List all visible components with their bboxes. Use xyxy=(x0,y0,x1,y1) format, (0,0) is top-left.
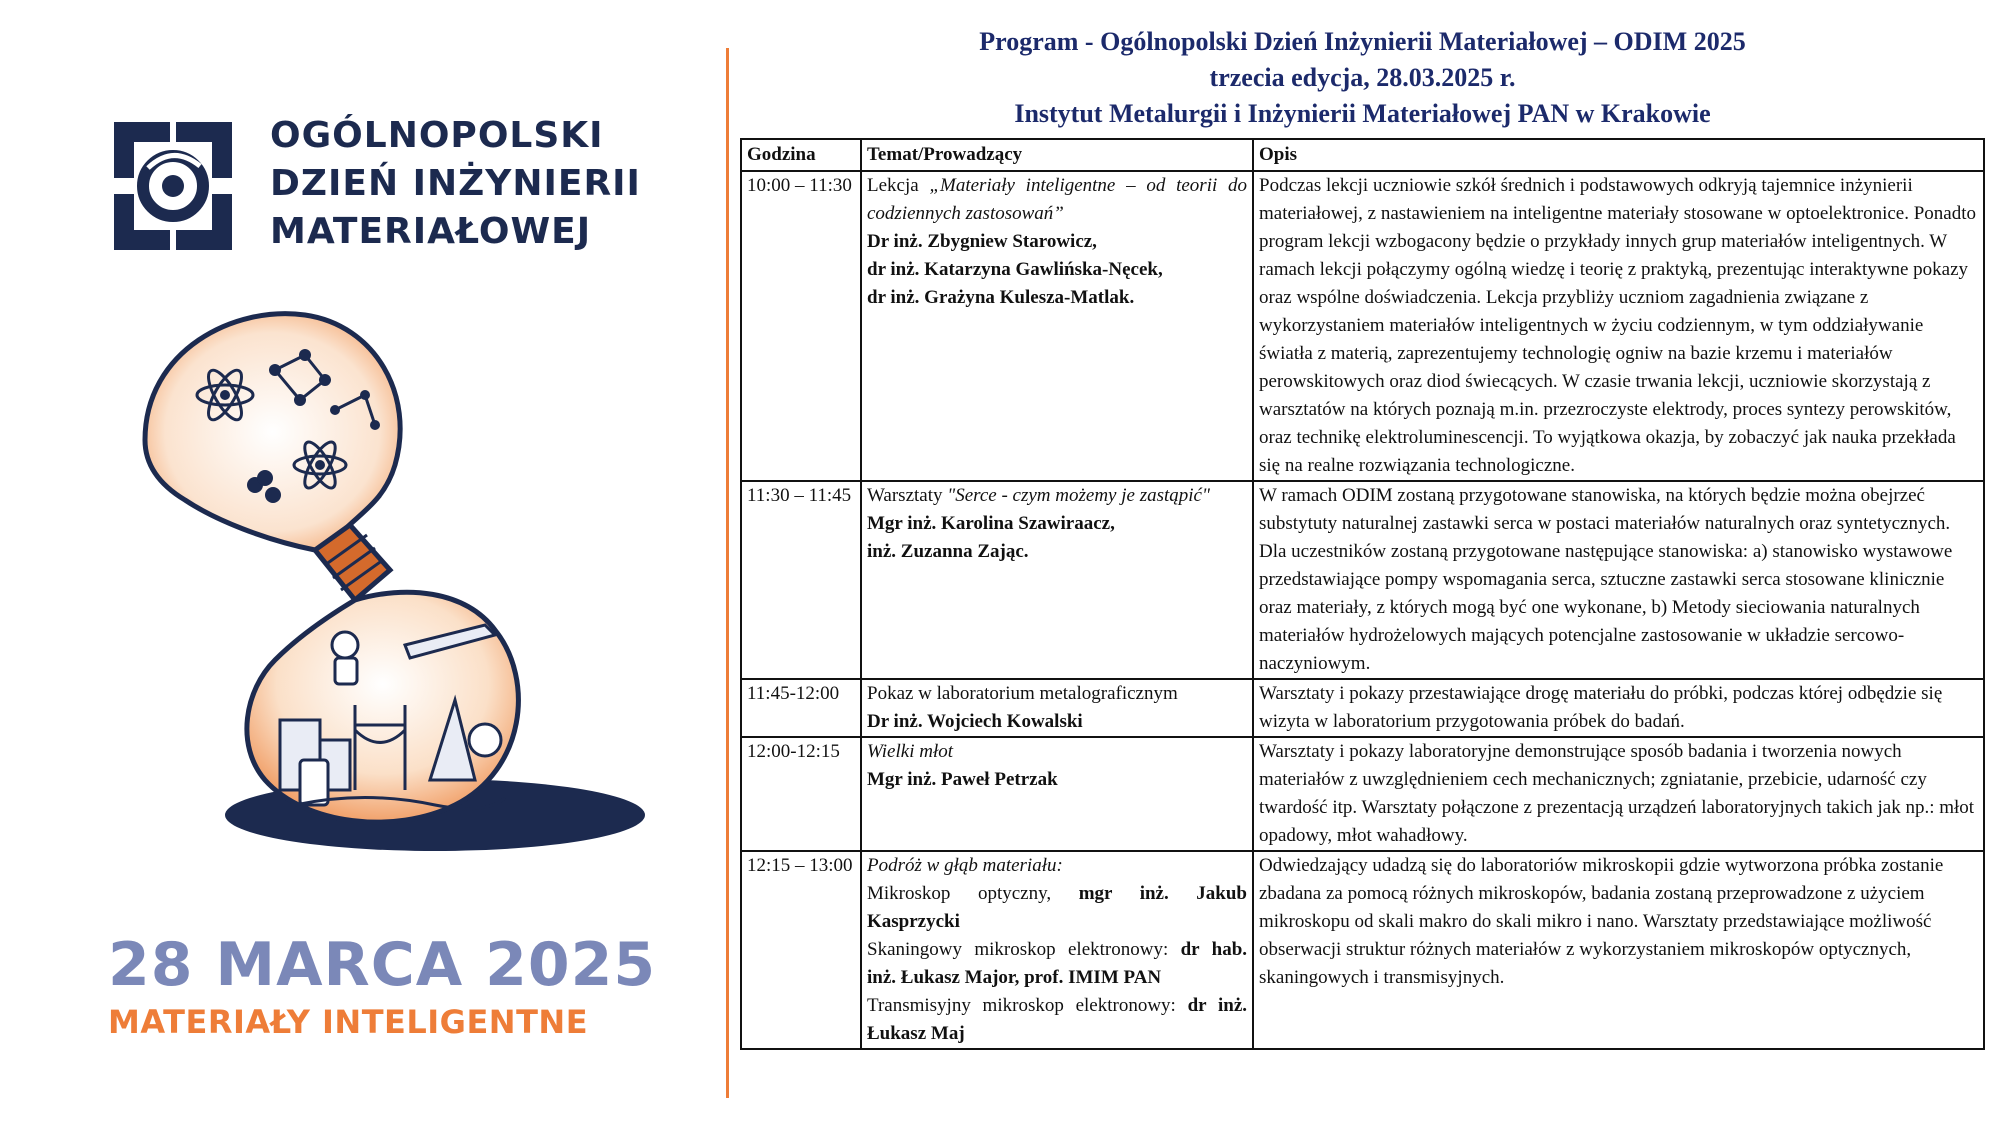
program-title: Program - Ogólnopolski Dzień Inżynierii Materiałowej – ODIM 2025 xyxy=(979,27,1746,56)
presenter: Mgr inż. Paweł Petrzak xyxy=(867,769,1058,790)
topic-prefix: Warsztaty xyxy=(867,485,948,506)
microscope-item xyxy=(867,880,1247,936)
topic-title: Wielki młot xyxy=(867,741,954,762)
topic-line: Pokaz w laboratorium metalograficznym xyxy=(867,683,1178,704)
presenter: Mgr inż. Karolina Szawiraacz, xyxy=(867,513,1115,534)
row-topic xyxy=(861,851,1253,1049)
topic-title: Podróż w głąb materiału: xyxy=(867,855,1063,876)
row-topic xyxy=(861,481,1253,679)
presenter: Dr inż. Wojciech Kowalski xyxy=(867,711,1083,732)
orange-divider xyxy=(726,48,729,1098)
topic-title: "Serce - czym możemy je zastąpić" xyxy=(947,485,1210,506)
logo-line-2: DZIEŃ INŻYNIERII xyxy=(270,163,641,204)
table-row xyxy=(741,679,1984,737)
row-time: 12:15 – 13:00 xyxy=(741,851,861,1049)
row-description: Warsztaty i pokazy przestawiające drogę materiału do próbki, podczas której odbędzie się wizyta w laboratorium przygotowania próbek do badań. xyxy=(1253,679,1984,737)
col-header-time: Godzina xyxy=(741,139,861,171)
logo-wordmark xyxy=(270,112,641,256)
topic-prefix: Lekcja xyxy=(867,175,930,196)
poster-panel xyxy=(0,0,740,1134)
table-row xyxy=(741,851,1984,1049)
odim-logo xyxy=(108,112,768,262)
row-topic xyxy=(861,737,1253,851)
microscope-label: Transmisyjny mikroskop elektronowy: xyxy=(867,995,1188,1016)
presenter: mgr inż. Jakub Kasprzycki xyxy=(867,883,1247,932)
presenter: dr hab. inż. Łukasz Major, prof. IMIM PAN xyxy=(867,939,1248,988)
row-description: W ramach ODIM zostaną przygotowane stanowiska, na których będzie można obejrzeć substytuty naturalnej zastawki serca w postaci materiałów naturalnych oraz syntetycznych. Dla uczestników zostaną przygotowane następujące stanowiska: a) stanowisko wystawowe przedstawiające pompy wspomagania serca, sztuczne zastawki serca stosowane klinicznie oraz materiały, z których mogą być one wykonane, b) Metody sieciowania naturalnych materiałów hydrożelowych mających potencjalne zastosowanie w układzie sercowo-naczyniowym. xyxy=(1253,481,1984,679)
table-row xyxy=(741,481,1984,679)
presenter: dr inż. Katarzyna Gawlińska-Nęcek, xyxy=(867,259,1163,280)
topic-title: „Materiały inteligentne – od teorii do codziennych zastosowań” xyxy=(867,175,1247,224)
event-date: 28 MARCA 2025 xyxy=(108,930,657,1000)
presenter: inż. Zuzanna Zając. xyxy=(867,541,1029,562)
presenter: dr inż. Grażyna Kulesza-Matlak. xyxy=(867,287,1135,308)
row-description: Podczas lekcji uczniowie szkół średnich i podstawowych odkryją tajemnice inżynierii materiałowej, z nastawieniem na inteligentne materiały stosowane w optoelektronice. Ponadto program lekcji wzbogacony będzie o przykłady innych grup materiałów inteligentnych. W ramach lekcji połączymy ogólną wiedzę i teorię z praktyką, prezentując interaktywne pokazy oraz wspólne doświadczenia. Lekcja przybliży uczniom zagadnienia związane z wykorzystaniem materiałów inteligentnych w życiu codziennym, w tym oddziaływanie światła z materią, zaprezentujemy technologię ogniw na bazie krzemu i materiałów perowskitowych oraz diod świecących. W czasie trwania lekcji, uczniowie skorzystają z warsztatów na których poznają m.in. przezroczyste elektrody, proces syntezy perowskitów, oraz technikę elektroluminescencji. To wyjątkowa okazja, by zobaczyć jak nauka przekłada się na realne rozwiązania technologiczne. xyxy=(1253,171,1984,481)
topic-line xyxy=(867,482,1247,510)
program-header xyxy=(740,24,1985,132)
presenter: dr inż. Łukasz Maj xyxy=(867,995,1248,1044)
lightbulb-illustration xyxy=(105,300,665,860)
row-description: Warsztaty i pokazy laboratoryjne demonstrujące sposób badania i tworzenia nowych materiałów z uwzględnieniem cech mechanicznych; zgniatanie, przebicie, udarność czy twardość itp. Warsztaty połączone z prezentacją urządzeń laboratoryjnych takich jak np.: młot opadowy, młot wahadłowy. xyxy=(1253,737,1984,851)
topic-line xyxy=(867,172,1247,228)
table-row xyxy=(741,737,1984,851)
table-header-row xyxy=(741,139,1984,171)
row-time: 12:00-12:15 xyxy=(741,737,861,851)
event-theme: MATERIAŁY INTELIGENTNE xyxy=(108,1003,589,1041)
row-description: Odwiedzający udadzą się do laboratoriów mikroskopii gdzie wytworzona próbka zostanie zbadana za pomocą różnych mikroskopów, badania zostaną przeprowadzone z użyciem mikroskopu od skali makro do skali mikro i nano. Warsztaty przedstawiające możliwość obserwacji struktur różnych materiałów z wykorzystaniem mikroskopów optycznych, skaningowych i transmisyjnych. xyxy=(1253,851,1984,1049)
microscope-label: Skaningowy mikroskop elektronowy: xyxy=(867,939,1181,960)
col-header-topic: Temat/Prowadzący xyxy=(861,139,1253,171)
program-institute: Instytut Metalurgii i Inżynierii Materiałowej PAN w Krakowie xyxy=(1014,99,1711,128)
table-row xyxy=(741,171,1984,481)
logo-line-3: MATERIAŁOWEJ xyxy=(270,211,592,252)
row-time: 10:00 – 11:30 xyxy=(741,171,861,481)
row-topic xyxy=(861,171,1253,481)
presenter: Dr inż. Zbygniew Starowicz, xyxy=(867,231,1097,252)
microscope-item xyxy=(867,936,1247,992)
program-table xyxy=(740,138,1985,1050)
col-header-desc: Opis xyxy=(1253,139,1984,171)
row-time: 11:45-12:00 xyxy=(741,679,861,737)
odim-logo-icon xyxy=(108,116,238,256)
microscope-label: Mikroskop optyczny, xyxy=(867,883,1079,904)
row-topic xyxy=(861,679,1253,737)
microscope-item xyxy=(867,992,1247,1048)
row-time: 11:30 – 11:45 xyxy=(741,481,861,679)
logo-line-1: OGÓLNOPOLSKI xyxy=(270,115,604,156)
program-edition: trzecia edycja, 28.03.2025 r. xyxy=(1209,63,1516,92)
